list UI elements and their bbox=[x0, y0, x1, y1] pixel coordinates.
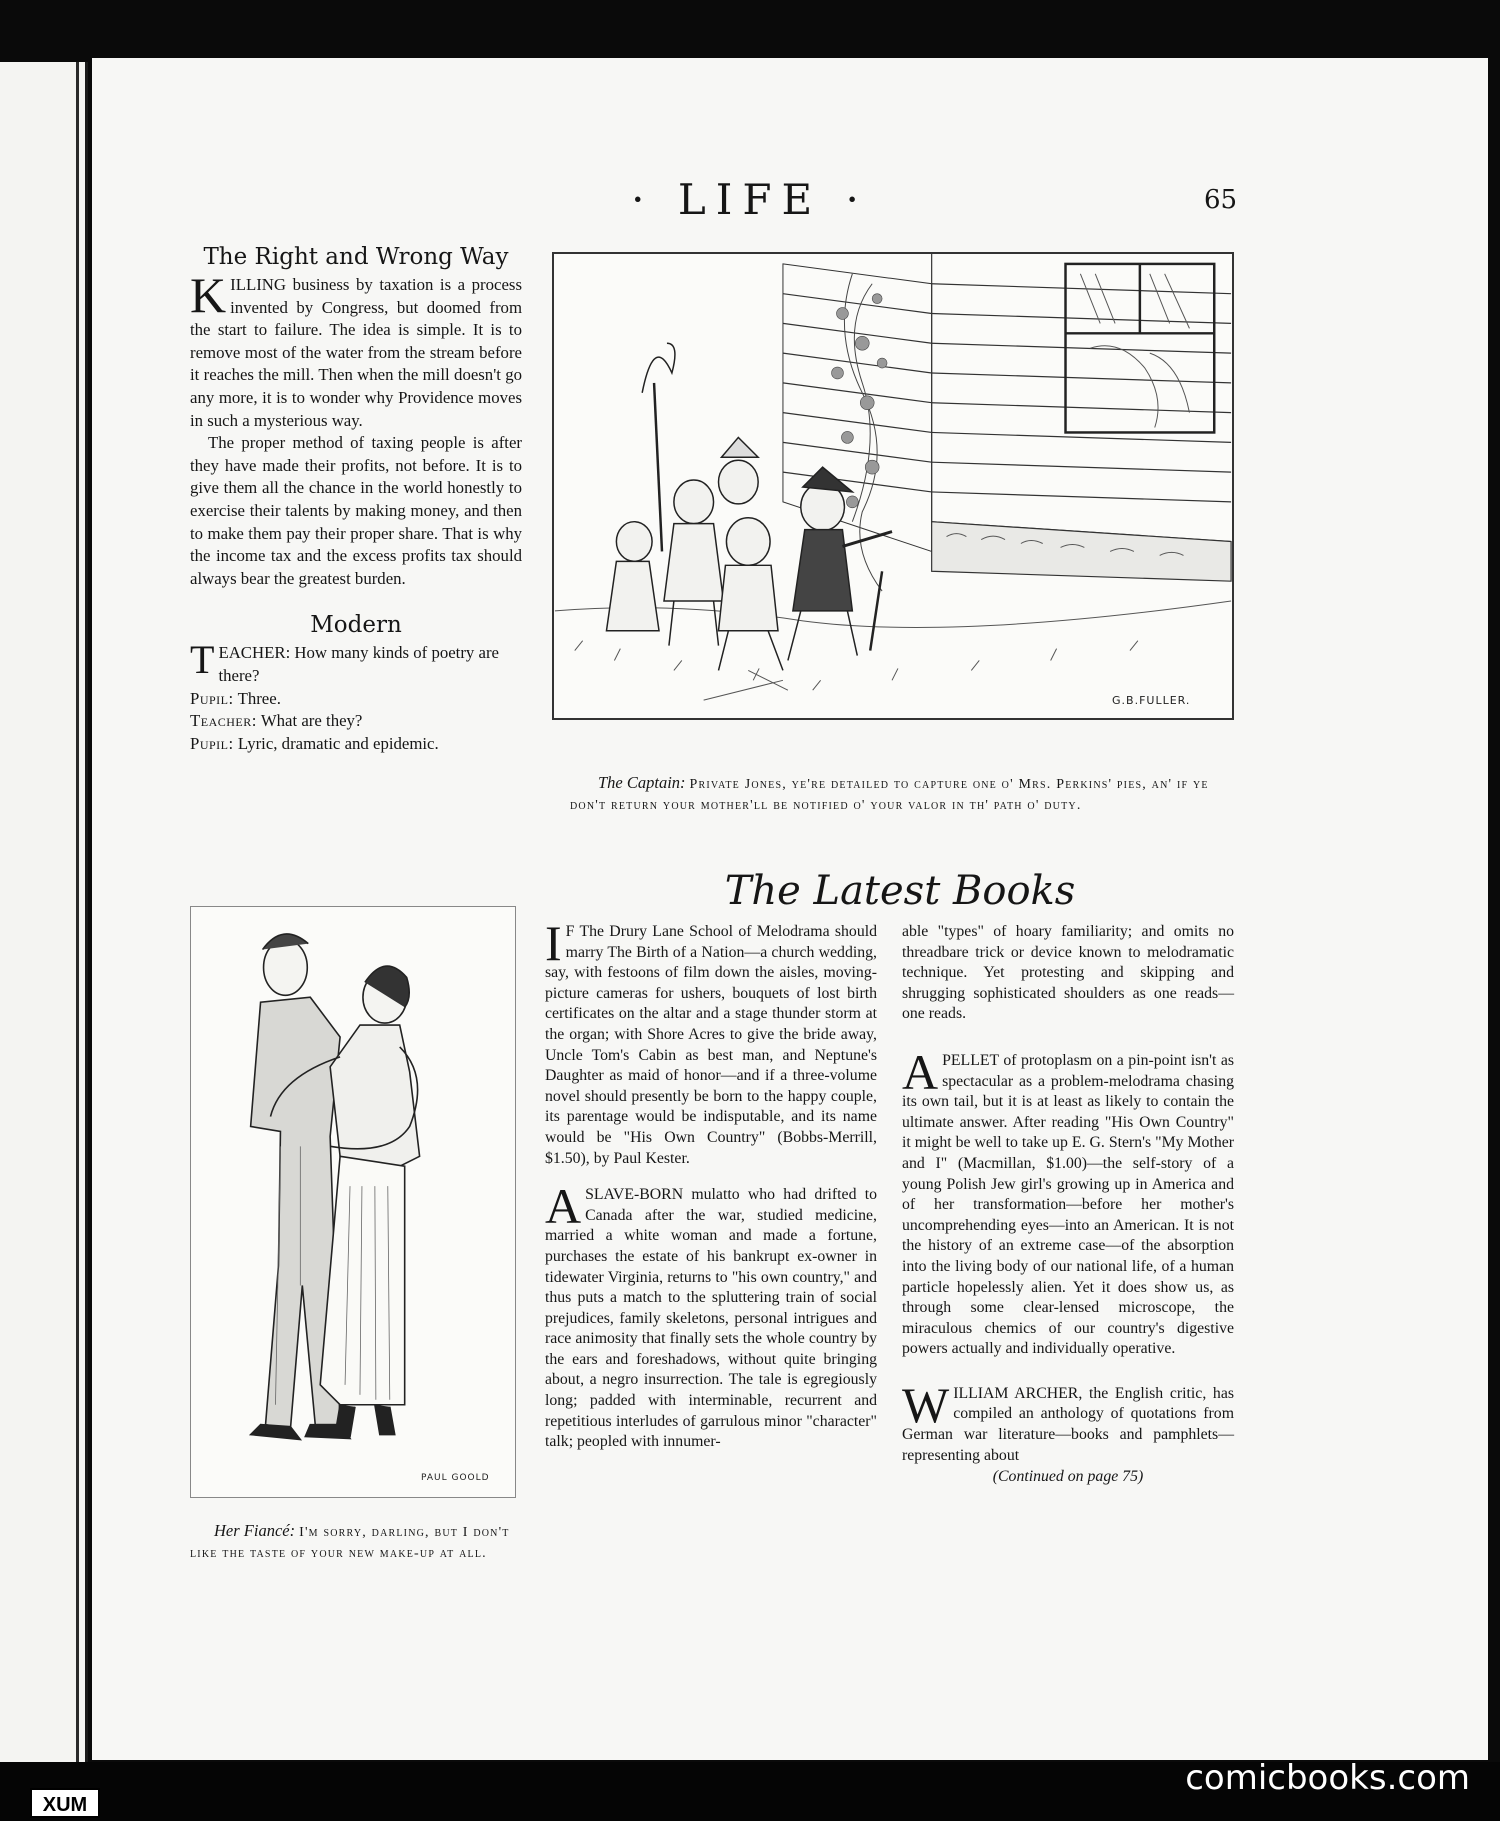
books-paragraph-5 bbox=[902, 1376, 1234, 1466]
dropcap: A bbox=[902, 1043, 939, 1100]
books-paragraph-4 bbox=[902, 1043, 1234, 1360]
dropcap: A bbox=[545, 1178, 582, 1235]
right-wrong-body bbox=[190, 267, 522, 590]
dialog-line bbox=[190, 688, 522, 711]
masthead: · LIFE · bbox=[631, 175, 869, 224]
modern-title: Modern bbox=[310, 612, 402, 639]
speaker: Pupil: bbox=[190, 733, 234, 753]
watermark: comicbooks.com bbox=[1185, 1758, 1470, 1798]
fiance-cartoon bbox=[190, 906, 516, 1498]
dropcap: W bbox=[902, 1376, 950, 1433]
books-title: The Latest Books bbox=[724, 868, 1076, 914]
dialog-line bbox=[190, 710, 522, 733]
dropcap: K bbox=[190, 267, 227, 323]
right-wrong-title: The Right and Wrong Way bbox=[203, 244, 509, 270]
cartoon-signature: G.B.FULLER. bbox=[1112, 694, 1191, 707]
dropcap: I bbox=[545, 915, 562, 971]
dialog-line bbox=[190, 637, 522, 687]
captain-cartoon bbox=[552, 252, 1234, 720]
continued-note: (Continued on page 75) bbox=[992, 1468, 1144, 1486]
cartoon-signature: PAUL GOOLD bbox=[421, 1473, 490, 1483]
speaker: Teacher: bbox=[190, 711, 257, 731]
page-number: 65 bbox=[1204, 185, 1238, 215]
dialog-text: EACHER: How many kinds of poetry are there? bbox=[218, 643, 500, 685]
books-paragraph-3: able "types" of hoary familiarity; and omits no threadbare trick or device known to melodramatic technique. Yet protesting and skipping and shrugging sophisticated shoulders as one reads—one reads. bbox=[902, 923, 1234, 1023]
paragraph-text: ILLING business by taxation is a process invented by Congress, but doomed from the start to failure. The idea is simple. It is to remove most of the water from the stream before it reaches the mill. Then when the mill doesn't go any more, it is to wonder why Providence moves in such a mysterious way. bbox=[190, 275, 522, 430]
paragraph-text: F The Drury Lane School of Melodrama should marry The Birth of a Nation—a church wedding, say, with festoons of film down the aisles, moving-picture cameras for ushers, bouquets of lost birth certificates on the altar and a stage thunder storm at the organ; with Shore Acres to give the bride away, Uncle Tom's Cabin as best man, and Neptune's Daughter as maid of honor—and if a three-volume novel should presently be born to the happy couple, its parentage would be indisputable, and its name would be "His Own Country" (Bobbs-Merrill, $1.50), by Paul Kester. bbox=[545, 923, 877, 1167]
paragraph-text: PELLET of protoplasm on a pin-point isn't as spectacular as a problem-melodrama chasing its own tail, but it is at least as likely to contain the ultimate answer. After reading "His Own Country" it might be well to take up E. G. Stern's "My Mother and I" (Macmillan, $1.00)—the self-story of a young Polish Jew girl's growing up in America and of her transformation—before her mother's uncomprehending eyes—into an American. It is not the history of an extreme case—of the absorption into the living body of our national life, of a human particle hopelessly alien. Yet it does show us, as through some clear-lensed microscope, the miraculous chemics of our country's digestive powers actually and individually operative. bbox=[902, 1051, 1234, 1358]
right-wrong-paragraph-2: The proper method of taxing people is after they have made their profits, not before. It is to give them all the chance in the world honestly to exercise their talents by making money, and then to make them pay their proper share. That is why the income tax and the excess profits tax should always bear the greatest burden. bbox=[190, 433, 522, 588]
fiance-caption bbox=[190, 1520, 512, 1564]
caption-speaker: The Captain: bbox=[598, 773, 686, 792]
modern-dialog bbox=[190, 637, 522, 755]
paragraph-text: SLAVE-BORN mulatto who had drifted to Canada after the war, studied medicine, married a white woman and made a fortune, purchases the estate of his bankrupt ex-owner in tidewater Virginia, returns to "his own country," and thus puts a match to the spluttering train of social prejudices, family skeletons, personal intrigues and race animosity that finally sets the whole country by the ears and foreshadows, without quite bringing about, a negro insurrection. The tale is egregiously long; padded with interminable, recurrent and repetitious interludes of garrulous minor "character" talk; peopled with innumer- bbox=[545, 1186, 877, 1451]
captain-cartoon-drawing bbox=[554, 254, 1232, 718]
scan-tag: XUM bbox=[30, 1788, 100, 1818]
dialog-text: Lyric, dramatic and epidemic. bbox=[237, 733, 439, 753]
right-wrong-paragraph-1 bbox=[190, 267, 522, 432]
fiance-cartoon-drawing bbox=[191, 907, 515, 1497]
books-paragraph-2 bbox=[545, 1178, 877, 1453]
dialog-text: Three. bbox=[237, 688, 281, 708]
paragraph-text: ILLIAM ARCHER, the English critic, has compiled an anthology of quotations from German war literature—books and pamphlets—representing about bbox=[902, 1384, 1234, 1464]
caption-speaker: Her Fiancé: bbox=[214, 1521, 296, 1540]
books-paragraph-1 bbox=[545, 915, 877, 1169]
books-column-2 bbox=[902, 922, 1234, 1486]
caption-text: I'm sorry, darling, but I don't like the taste of your new make-up at all. bbox=[190, 1525, 510, 1561]
dialog-text: What are they? bbox=[260, 711, 363, 731]
caption-text: Private Jones, ye're detailed to capture one o' Mrs. Perkins' pies, an' if ye don't return your mother'll be notified o' your valor in th' path o' duty. bbox=[570, 777, 1209, 813]
captain-caption bbox=[570, 772, 1210, 816]
speaker: Pupil: bbox=[190, 688, 234, 708]
books-column-1 bbox=[545, 915, 877, 1453]
dialog-line bbox=[190, 733, 522, 756]
adjacent-page-edge bbox=[0, 62, 88, 1762]
left-column bbox=[190, 244, 522, 755]
dropcap: T bbox=[190, 637, 215, 683]
